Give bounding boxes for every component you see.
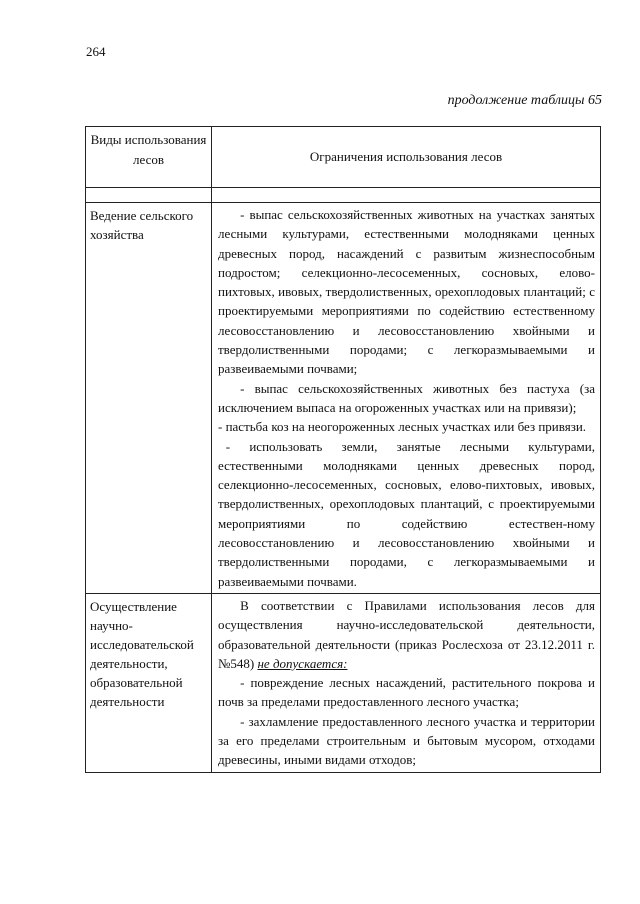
- restriction-paragraph: - использовать земли, занятые лесными культурами, естественными молодняками ценных древесных пород, селекционно-лесосеменных, сосновых, елово-пихтовых, ивовых, твердолиственных, орехоплодовых плантаций, с проектируемыми мероприятиями по содействию естествен-ному лесовосстановлению и лесовосстановлению хвойными и твердолиственными породами, с легкоразмываемыми и развеиваемыми почвами.: [218, 438, 595, 589]
- category-cell: Ведение сельского хозяйства: [86, 203, 212, 594]
- restrictions-cell: [212, 203, 601, 594]
- table-row: [86, 593, 601, 772]
- restrictions-cell: [212, 593, 601, 772]
- header-cell-use-type: Виды использования лесов: [86, 127, 212, 188]
- intro-emphasis: не допускается:: [257, 655, 348, 671]
- table-header-row: [86, 127, 601, 188]
- spacer-cell: [212, 188, 601, 203]
- restriction-paragraph: - выпас сельскохозяйственных животных на участках занятых лесными культурами, естественными молодняками ценных древесных пород, насаждений с развитым жизнеспособным подростом; селекционно-лесосеменных, сосновых, елово-пихтовых, ивовых, твердолиственных, орехоплодовых плантаций; с проектируемыми мероприятиями по содействию естественному лесовосстановлению и лесовосстановлению хвойными и твердолиственными породами; с легкоразмываемыми и развеиваемыми почвами;: [218, 207, 595, 377]
- restriction-paragraph: - выпас сельскохозяйственных животных без пастуха (за исключением выпаса на огороженных участках или на привязи);: [218, 380, 595, 415]
- table-row: [86, 203, 601, 594]
- header-cell-restrictions: Ограничения использования лесов: [212, 127, 601, 188]
- restriction-intro: [218, 596, 595, 673]
- category-cell: Осуществление научно-исследовательской деятельности, образовательной деятельности: [86, 593, 212, 772]
- table-continuation-label: продолжение таблицы 65: [447, 93, 602, 108]
- restriction-paragraph: - захламление предоставленного лесного участка и территории за его пределами строительным и бытовым мусором, отходами древесины, иными видами отходов;: [218, 713, 595, 768]
- restriction-paragraph: - пастьба коз на неогороженных лесных участках или без привязи.: [218, 419, 587, 435]
- spacer-cell: [86, 188, 212, 203]
- page-number: 264: [86, 44, 106, 59]
- restrictions-table: [85, 126, 601, 773]
- restriction-paragraph: - повреждение лесных насаждений, растительного покрова и почв за пределами предоставленного лесного участка;: [218, 675, 595, 710]
- intro-text: В соответствии с Правилами использования лесов для осуществления научно-исследовательской деятельности, образовательной деятельности (приказ Рослесхоза от 23.12.2011 г. №548): [218, 597, 595, 671]
- table-spacer-row: [86, 188, 601, 203]
